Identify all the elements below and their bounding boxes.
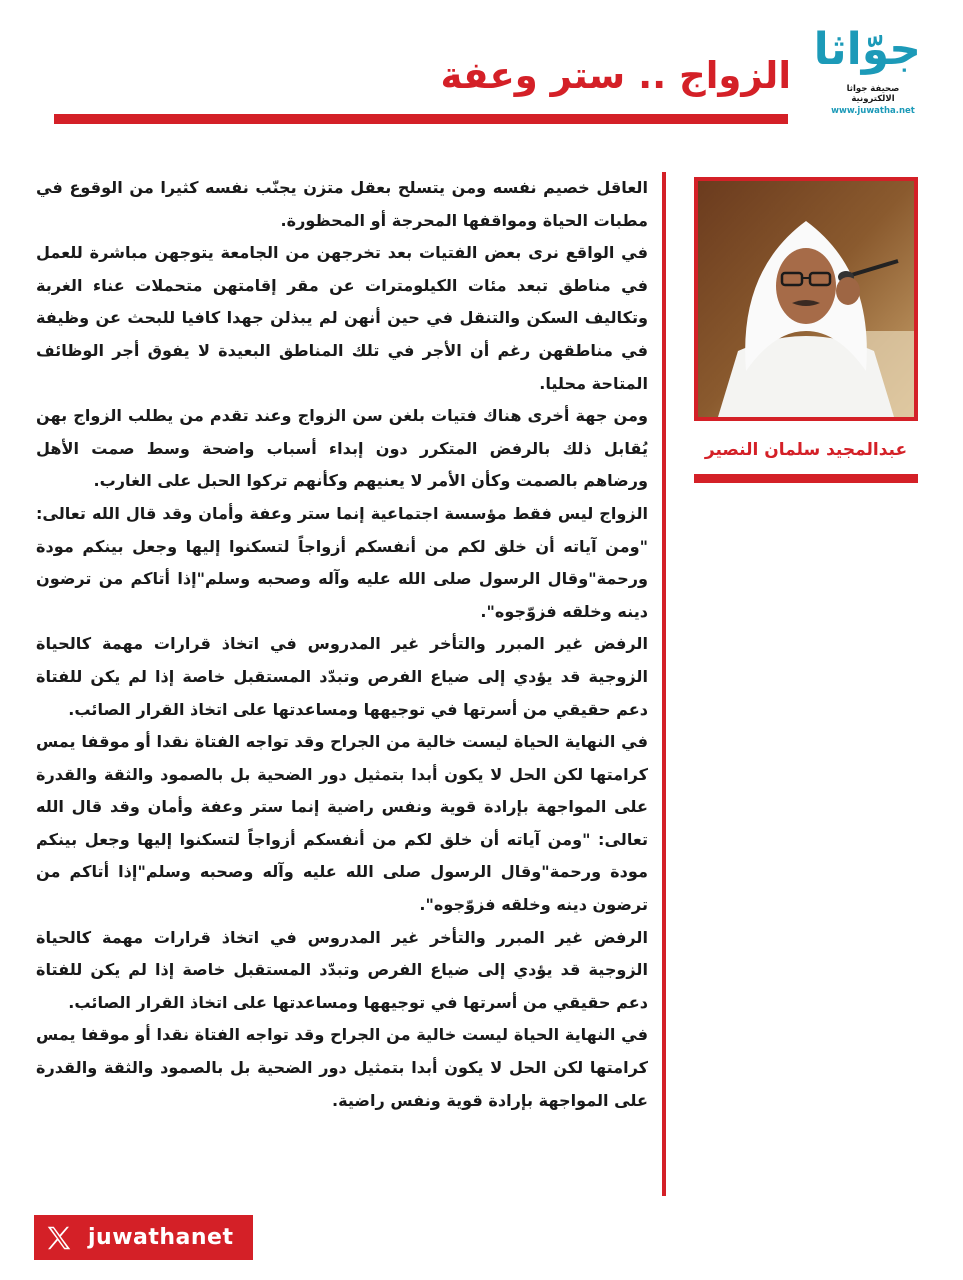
- author-name: عبدالمجيد سلمان النصير: [704, 440, 908, 460]
- social-handle-badge[interactable]: [34, 1215, 253, 1260]
- article-body: [36, 172, 666, 1196]
- x-logo-icon: [44, 1223, 74, 1253]
- article-paragraph: في النهاية الحياة ليست خالية من الجراح وقد تواجه الفتاة نقدا أو موقفا يمس كرامتها لكن الحل لا يكون أبدا بتمثيل دور الضحية بل بالصمود والثقة والقدرة على المواجهة بإرادة قوية ونفس راضية.: [36, 1025, 648, 1110]
- article-paragraph: الزواج ليس فقط مؤسسة اجتماعية إنما ستر وعفة وأمان وقد قال الله تعالى: "ومن آياته أن خلق لكم من أنفسكم أزواجاً لتسكنوا إليها وجعل بينكم مودة ورحمة"وقال الرسول صلى الله عليه وآله وصحبه وسلم"إذا أتاكم من ترضون دينه وخلقه فزوّجوه".: [36, 503, 648, 621]
- site-logo: [813, 20, 921, 130]
- author-photo: [694, 177, 918, 421]
- author-underline: [694, 474, 918, 483]
- article-paragraph: في النهاية الحياة ليست خالية من الجراح وقد تواجه الفتاة نقدا أو موقفا يمس كرامتها لكن الحل لا يكون أبدا بتمثيل دور الضحية بل بالصمود والثقة والقدرة على المواجهة بإرادة قوية ونفس راضية إنما ستر وعفة وأمان وقد قال الله تعالى: "ومن آياته أن خلق لكم من أنفسكم أزواجاً لتسكنوا إليها وجعل بينكم مودة ورحمة"وقال الرسول صلى الله عليه وآله وصحبه وسلم"إذا أتاكم من ترضون دينه وخلقه فزوّجوه".: [36, 732, 648, 915]
- title-underline: [54, 114, 788, 124]
- logo-url: www.juwatha.net: [831, 106, 915, 116]
- article-title: الزواج .. ستر وعفة: [440, 54, 791, 97]
- social-handle-text: juwathanet: [88, 1225, 234, 1250]
- article-paragraph: الرفض غير المبرر والتأخر غير المدروس في اتخاذ قرارات مهمة كالحياة الزوجية قد يؤدي إلى ضياع الفرص وتبدّد المستقبل خاصة إذا لم يكن للفتاة دعم حقيقي من أسرتها في توجيهها ومساعدتها على اتخاذ القرار الصائب.: [36, 927, 648, 1012]
- article-paragraph: الرفض غير المبرر والتأخر غير المدروس في اتخاذ قرارات مهمة كالحياة الزوجية قد يؤدي إلى ضياع الفرص وتبدّد المستقبل خاصة إذا لم يكن للفتاة دعم حقيقي من أسرتها في توجيهها ومساعدتها على اتخاذ القرار الصائب.: [36, 634, 648, 719]
- article-paragraph: العاقل خصيم نفسه ومن يتسلح بعقل متزن يجنّب نفسه كثيرا من الوقوع في مطبات الحياة ومواقفها المحرجة أو المحظورة.: [36, 178, 648, 230]
- logo-subtitle: صحيفة جواثا الالكترونية: [846, 84, 900, 104]
- logo-wordmark: جوّاثا: [813, 24, 921, 75]
- article-paragraph: في الواقع نرى بعض الفتيات بعد تخرجهن من الجامعة يتوجهن مباشرة للعمل في مناطق تبعد مئات الكيلومترات عن مقر إقامتهن متحملات عناء الغربة وتكاليف السكن والتنقل في حين أنهن لم يبذلن جهدا كافيا للبحث عن وظيفة في مناطقهن رغم أن الأجر في تلك المناطق البعيدة لا يفوق أجر الوظائف المتاحة محليا.: [36, 243, 648, 393]
- article-paragraph: ومن جهة أخرى هناك فتيات بلغن سن الزواج وعند تقدم من يطلب الزواج بهن يُقابل ذلك بالرفض المتكرر دون إبداء أسباب واضحة وسط صمت الأهل ورضاهم بالصمت وكأن الأمر لا يعنيهم وكأنهم تركوا الحبل على الغارب.: [36, 406, 648, 491]
- author-portrait-image: [698, 181, 914, 417]
